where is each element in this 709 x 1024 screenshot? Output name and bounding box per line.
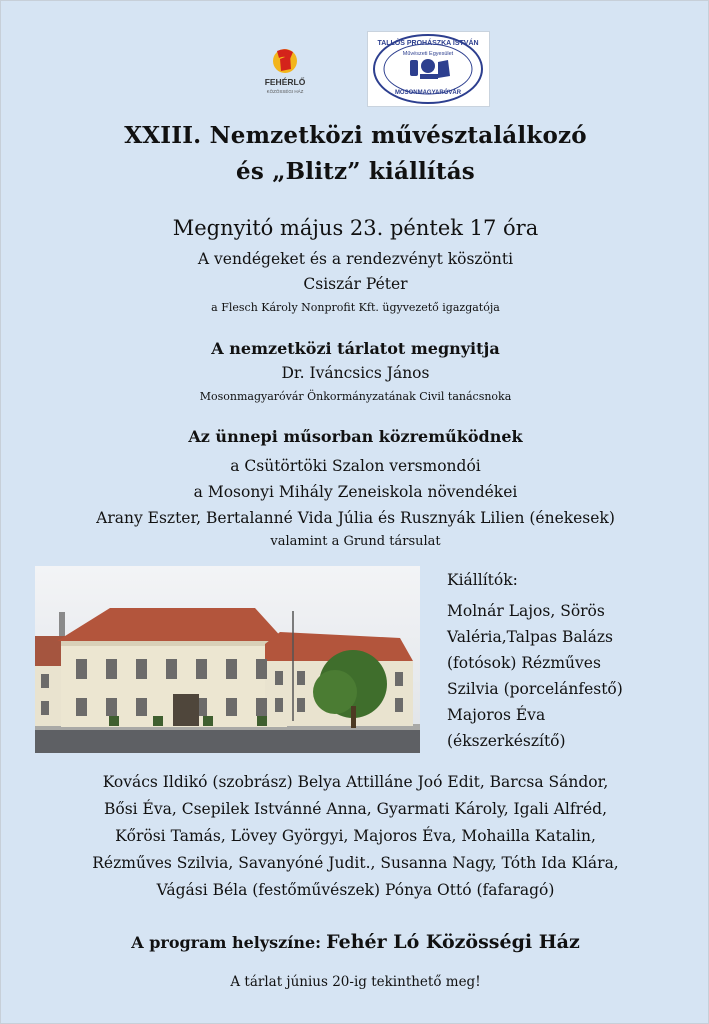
artists-line-5: Vágási Béla (festőművészek) Pónya Ottó (fafaragó) [156, 881, 555, 899]
exhibitors-line-3: (fotósok) Rézműves [447, 654, 601, 672]
title-line-2: és „Blitz” kiállítás [236, 158, 475, 185]
venue-prefix: A program helyszíne: [131, 933, 322, 952]
host-name: Csiszár Péter [303, 275, 408, 293]
tallos-seal-logo [367, 31, 490, 107]
program-line-3: Arany Eszter, Bertalanné Vida Júlia és Rusznyák Lilien (énekesek) [96, 509, 615, 527]
svg-text:TALLÓS PROHÁSZKA ISTVÁN: TALLÓS PROHÁSZKA ISTVÁN [377, 40, 479, 47]
artists-line-3: Kőrösi Tamás, Lövey Györgyi, Majoros Éva, Mohailla Katalin, [115, 827, 596, 845]
svg-text:KÖZÖSSÉGI HÁZ: KÖZÖSSÉGI HÁZ [266, 89, 304, 94]
building-photo [35, 566, 420, 753]
venue-name: Fehér Ló Közösségi Ház [326, 931, 580, 953]
title-line-1: XXIII. Nemzetközi művésztalálkozó [124, 122, 587, 149]
host-title: a Flesch Károly Nonprofit Kft. ügyvezető igazgatója [211, 301, 500, 314]
venue-line [1, 931, 709, 953]
closing-note: A tárlat június 20-ig tekinthető meg! [230, 974, 481, 990]
artists-line-4: Rézműves Szilvia, Savanyóné Judit., Susanna Nagy, Tóth Ida Klára, [92, 854, 619, 872]
opening-headline: Megnyitó május 23. péntek 17 óra [172, 216, 539, 240]
exhibitors-line-4: Szilvia (porcelánfestő) [447, 680, 623, 698]
artists-line-1: Kovács Ildikó (szobrász) Belya Attilláne Joó Edit, Barcsa Sándor, [102, 773, 609, 791]
opener-name: Dr. Iváncsics János [281, 364, 430, 382]
program-heading: Az ünnepi műsorban közreműködnek [188, 427, 523, 446]
svg-text:MOSONMAGYARÓVÁR: MOSONMAGYARÓVÁR [394, 90, 462, 96]
welcome-text: A vendégeket és a rendezvényt köszönti [197, 250, 514, 268]
exhibitors-line-5: Majoros Éva [447, 706, 546, 724]
opener-role: Mosonmagyaróvár Önkormányzatának Civil tanácsnoka [199, 390, 512, 403]
svg-text:FEHÉRLŐ: FEHÉRLŐ [264, 77, 306, 87]
svg-text:Művészeti Egyesület: Művészeti Egyesület [402, 51, 454, 57]
program-line-2: a Mosonyi Mihály Zeneiskola növendékei [193, 483, 518, 501]
exhibitors-line-2: Valéria,Talpas Balázs [447, 628, 614, 646]
exhibitors-line-1: Molnár Lajos, Sörös [447, 602, 605, 620]
program-line-4: valamint a Grund társulat [270, 534, 441, 549]
exhibitors-line-6: (ékszerkészítő) [447, 732, 566, 750]
exhibition-opener-heading: A nemzetközi tárlatot megnyitja [211, 339, 500, 358]
feher-lo-logo [260, 45, 310, 97]
exhibitors-heading: Kiállítók: [447, 571, 518, 589]
program-line-1: a Csütörtöki Szalon versmondói [230, 457, 481, 475]
artists-line-2: Bősi Éva, Csepilek Istvánné Anna, Gyarmati Károly, Igali Alfréd, [103, 800, 608, 818]
